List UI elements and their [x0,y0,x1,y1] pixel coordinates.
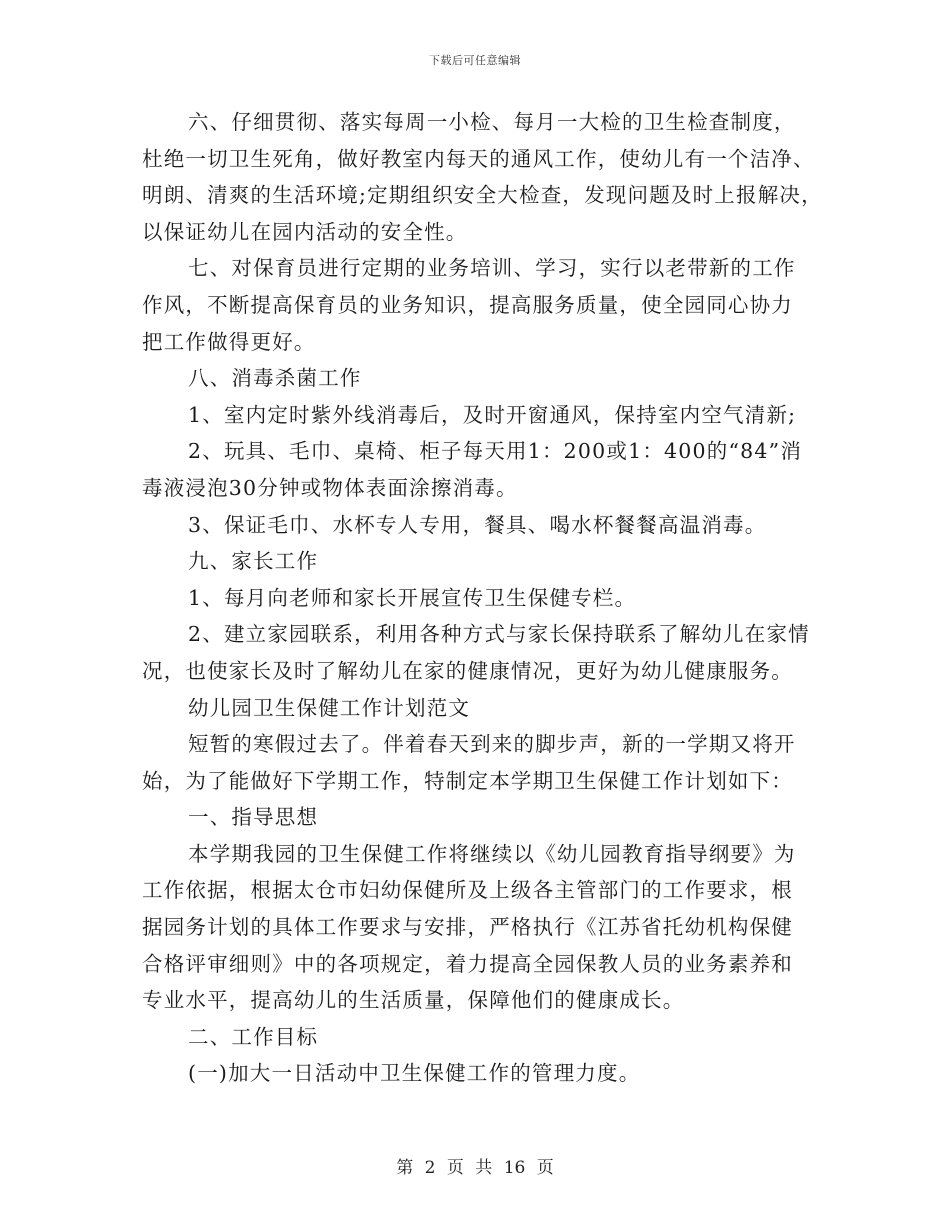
text-line: 幼儿园卫生保健工作计划范文 [188,695,471,720]
text-line: 八、消毒杀菌工作 [188,366,362,391]
text-line: 合格评审细则》中的各项规定，着力提高全园保教人员的业务素养和 [142,951,793,976]
page-number: 第 2 页 共 16 页 [396,1158,554,1178]
text-line: 九、家长工作 [188,549,319,574]
text-line: 据园务计划的具体工作要求与安排，严格执行《江苏省托幼机构保健 [142,915,793,940]
text-line: 以保证幼儿在园内活动的安全性。 [142,219,468,244]
text-line: 七、对保育员进行定期的业务培训、学习，实行以老带新的工作 [188,256,796,281]
text-line: 毒液浸泡30分钟或物体表面涂擦消毒。 [142,475,518,500]
text-line: 工作依据，根据太仓市妇幼保健所及上级各主管部门的工作要求，根 [142,878,793,903]
text-line: 1、每月向老师和家长开展宣传卫生保健专栏。 [188,585,637,610]
text-line: 况，也使家长及时了解幼儿在家的健康情况，更好为幼儿健康服务。 [142,658,793,683]
text-line: 明朗、清爽的生活环境;定期组织安全大检查，发现问题及时上报解决， [142,183,823,208]
text-line: 2、玩具、毛巾、桌椅、柜子每天用1：200或1：400的“84”消 [188,439,803,464]
text-line: 1、室内定时紫外线消毒后，及时开窗通风，保持室内空气清新; [188,402,797,427]
document-body [142,104,822,1092]
text-line: 作风，不断提高保育员的业务知识，提高服务质量，使全园同心协力 [142,292,793,317]
text-line: 本学期我园的卫生保健工作将继续以《幼儿园教育指导纲要》为 [188,841,796,866]
text-block [142,104,822,1092]
text-line: (一)加大一日活动中卫生保健工作的管理力度。 [188,1061,641,1086]
text-line: 2、建立家园联系，利用各种方式与家长保持联系了解幼儿在家情 [188,622,810,647]
page-header: 下载后可任意编辑 [429,54,521,67]
text-line: 六、仔细贯彻、落实每周一小检、每月一大检的卫生检查制度， [188,110,796,134]
text-line: 始，为了能做好下学期工作，特制定本学期卫生保健工作计划如下： [142,768,793,793]
text-line: 专业水平，提高幼儿的生活质量，保障他们的健康成长。 [142,988,685,1013]
text-line: 短暂的寒假过去了。伴着春天到来的脚步声，新的一学期又将开 [188,732,796,757]
text-line: 3、保证毛巾、水杯专人专用，餐具、喝水杯餐餐高温消毒。 [188,512,767,537]
text-line: 杜绝一切卫生死角，做好教室内每天的通风工作，使幼儿有一个洁净、 [142,146,815,171]
text-line: 一、指导思想 [188,805,319,830]
text-line: 二、工作目标 [188,1024,319,1049]
text-line: 把工作做得更好。 [142,329,316,354]
